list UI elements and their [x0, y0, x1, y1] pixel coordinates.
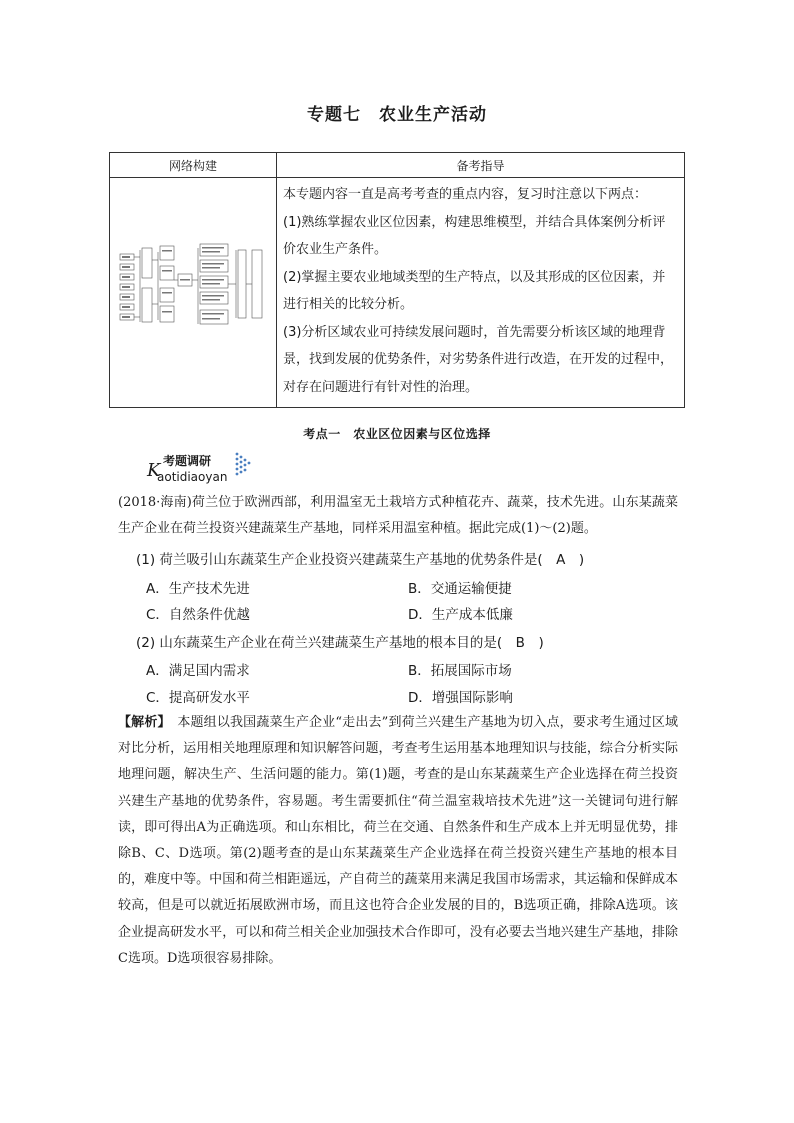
guide-paragraph: (3)分析区域农业可持续发展问题时，首先需要分析该区域的地理背景，找到发展的优势条件，对劣势条件进行改造，在开发的过程中，对存在问题进行有针对性的治理。 — [283, 324, 674, 395]
section-logo — [147, 452, 267, 488]
analysis-tag: 【解析】 — [118, 715, 165, 730]
logo-pinyin: aotidiaoyan — [157, 470, 228, 484]
guide-paragraph: 本专题内容一直是高考考查的重点内容，复习时注意以下两点： — [283, 187, 648, 202]
logo-letter: K — [147, 460, 161, 481]
table-header-guide: 备考指导 — [277, 153, 685, 178]
overview-table — [109, 152, 685, 408]
guide-text-cell — [277, 178, 685, 408]
guide-paragraph: (1)熟练掌握农业区位因素，构建思维模型，并结合具体案例分析评价农业生产条件。 — [283, 214, 666, 257]
page-title: 专题七 农业生产活动 — [307, 105, 487, 125]
analysis-text: 本题组以我国蔬菜生产企业“走出去”到荷兰兴建生产基地为切入点，要求考生通过区域对比分析，运用相关地理原理和知识解答问题，考查考生运用基本地理知识与技能，综合分析实际地理问题，解决生产、生活问题的能力。第(1)题，考查的是山东某蔬菜生产企业选择在荷兰投资兴建生产基地的优势条件，容易题。考生需要抓住“荷兰温室栽培技术先进”这一关键词句进行解读，即可得出A为正确选项。和山东相比，荷兰在交通、自然条件和生产成本上并无明显优势，排除B、C、D选项。第(2)题考查的是山东某蔬菜生产企业选择在荷兰投资兴建生产基地的根本目的，难度中等。中国和荷兰相距遥远，产自荷兰的蔬菜用来满足我国市场需求，其运输和保鲜成本较高，但是可以就近拓展欧洲市场，而且这也符合企业发展的目的，B选项正确，排除A选项。该企业提高研发水平，可以和荷兰相关企业加强技术合作即可，没有必要去当地兴建生产基地，排除C选项。D选项很容易排除。 — [118, 715, 678, 966]
option-b: B．拓展国际市场 — [408, 663, 512, 679]
guide-paragraph: (2)掌握主要农业地域类型的生产特点，以及其形成的区位因素，并进行相关的比较分析。 — [283, 269, 666, 312]
triangle-arrow-icon — [235, 452, 253, 476]
analysis-block — [118, 710, 678, 972]
option-c: C．提高研发水平 — [146, 690, 250, 706]
mindmap-cell — [110, 178, 277, 408]
table-header-network: 网络构建 — [110, 153, 277, 178]
question-stem: (2) 山东蔬菜生产企业在荷兰兴建蔬菜生产基地的根本目的是( B ) — [136, 635, 544, 651]
option-a: A．生产技术先进 — [146, 581, 250, 597]
question-stem: (1) 荷兰吸引山东蔬菜生产企业投资兴建蔬菜生产基地的优势条件是( A ) — [136, 552, 585, 568]
option-d: D．生产成本低廉 — [408, 607, 513, 623]
section-title: 考点一 农业区位因素与区位选择 — [303, 427, 491, 441]
option-a: A．满足国内需求 — [146, 663, 250, 679]
option-c: C．自然条件优越 — [146, 607, 250, 623]
question-intro: (2018·海南)荷兰位于欧洲西部，利用温室无土栽培方式种植花卉、蔬菜，技术先进。山东某蔬菜生产企业在荷兰投资兴建蔬菜生产基地，同样采用温室种植。据此完成(1)～(2)题。 — [118, 495, 678, 536]
option-b: B．交通运输便捷 — [408, 581, 512, 597]
logo-chinese: 考题调研 — [163, 454, 212, 468]
option-d: D．增强国际影响 — [408, 690, 513, 706]
mindmap-image — [118, 240, 268, 330]
